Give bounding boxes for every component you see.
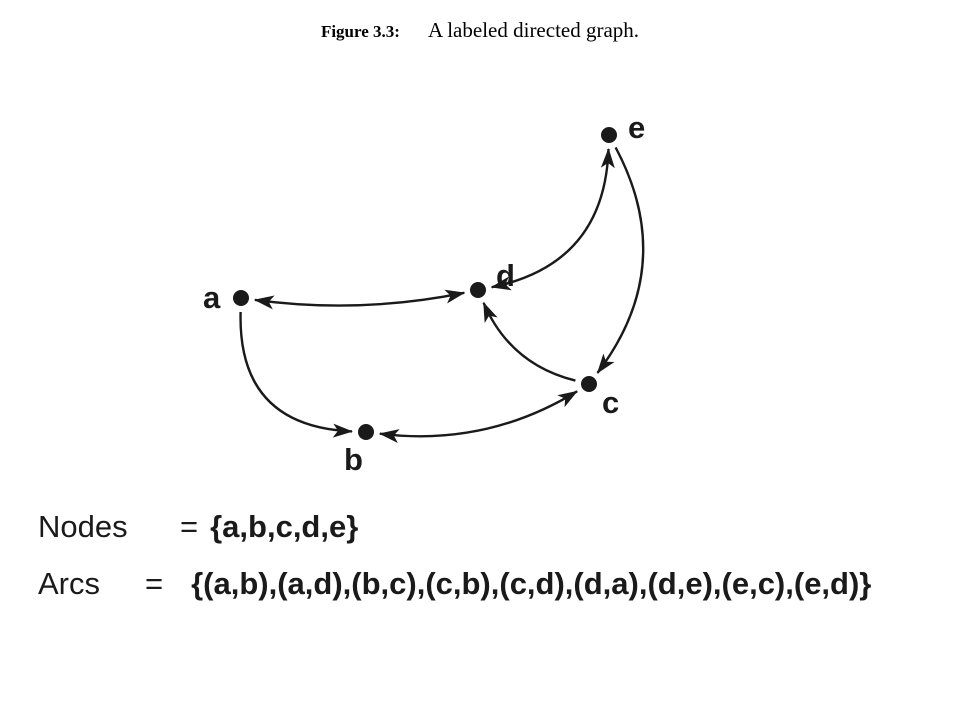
arcs-set-equals: =	[145, 566, 164, 601]
nodes-set-row	[38, 509, 358, 545]
edge-c-d	[484, 303, 576, 381]
node-label-c: c	[602, 385, 620, 420]
caption-label: Figure 3.3:	[320, 22, 400, 41]
node-group	[233, 127, 620, 440]
edge-group	[241, 147, 644, 436]
node-label-e: e	[628, 110, 646, 145]
node-c	[581, 376, 597, 392]
nodes-set-value: {a,b,c,d,e}	[210, 509, 359, 544]
arcs-set-value: {(a,b),(a,d),(b,c),(c,b),(c,d),(d,a),(d,e),(e,c),(e,d)}	[191, 566, 872, 601]
node-label-b: b	[344, 442, 363, 477]
edge-b-c	[380, 391, 577, 436]
arcs-set-name: Arcs	[38, 566, 100, 601]
node-label-a: a	[203, 280, 221, 315]
node-e	[601, 127, 617, 143]
arcs-set-row	[38, 566, 871, 602]
nodes-set-name: Nodes	[38, 509, 128, 544]
node-a	[233, 290, 249, 306]
node-label-group	[203, 110, 645, 477]
node-d	[470, 282, 486, 298]
edge-a-d	[255, 293, 464, 306]
nodes-set-equals: =	[180, 509, 199, 544]
edge-a-b	[241, 312, 352, 431]
node-label-d: d	[496, 258, 515, 293]
caption-text: A labeled directed graph.	[427, 18, 640, 42]
node-b	[358, 424, 374, 440]
